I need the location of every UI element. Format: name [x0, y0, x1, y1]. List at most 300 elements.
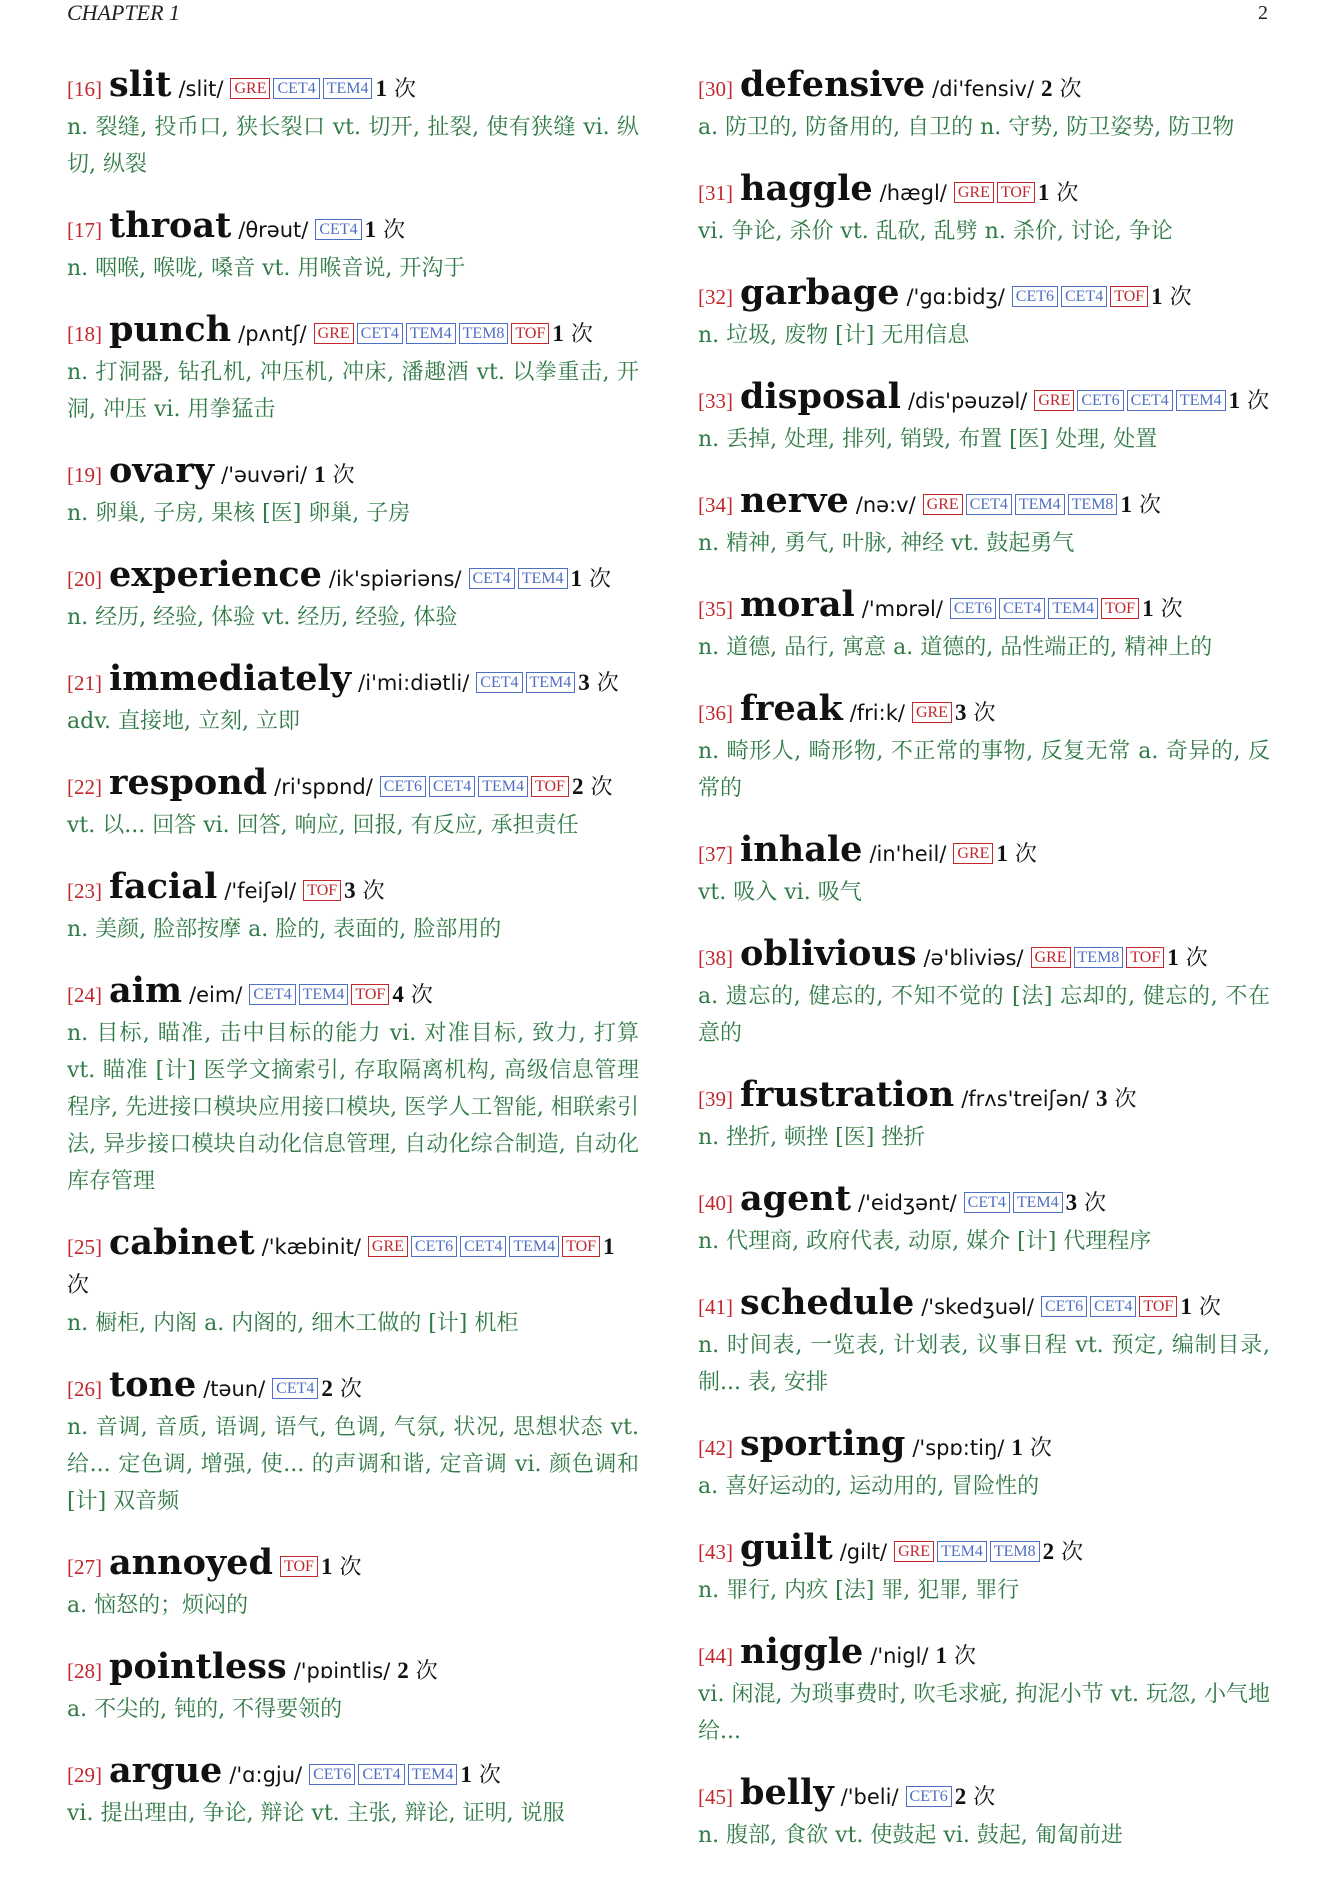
- vocab-entry: [698, 66, 1270, 146]
- exam-tag: TEM4: [478, 776, 528, 797]
- entry-number: [22]: [67, 775, 102, 799]
- exam-tag: TOF: [511, 323, 549, 344]
- definition: n. 目标, 瞄准, 击中目标的能力 vi. 对准目标, 致力, 打算 vt. 瞄准 [计] 医学文摘索引, 存取隔离机构, 高级信息管理程序, 先进接口模块应用接口模块, 医学人工智能, 相联索引法, 异步接口模块自动化信息管理, 自动化综合制造, 自动化库存管理: [67, 1021, 639, 1194]
- headword: freak: [740, 688, 843, 729]
- exam-tag: CET6: [1012, 286, 1058, 307]
- vocab-entry: [698, 482, 1270, 562]
- frequency-count: 1: [314, 462, 326, 487]
- entry-number: [21]: [67, 671, 102, 695]
- frequency-unit: 次: [67, 1273, 90, 1298]
- exam-tag: TEM8: [1074, 947, 1124, 968]
- exam-tag: GRE: [314, 323, 354, 344]
- entry-headline: [67, 66, 639, 109]
- definition: n. 经历, 经验, 体验 vt. 经历, 经验, 体验: [67, 605, 458, 630]
- entry-number: [19]: [67, 463, 102, 487]
- headword: nerve: [740, 480, 849, 521]
- exam-tag: TOF: [562, 1236, 600, 1257]
- exam-tag: CET6: [1041, 1296, 1087, 1317]
- vocab-entry: [67, 1648, 639, 1728]
- frequency-count: 2: [1042, 1539, 1055, 1564]
- phonetic: /in'heil/: [869, 842, 947, 866]
- definition: vt. 以... 回答 vi. 回答, 响应, 回报, 有反应, 承担责任: [67, 813, 579, 838]
- exam-tag: TOF: [997, 182, 1035, 203]
- frequency-unit: 次: [1247, 389, 1270, 414]
- exam-tag: TOF: [1126, 947, 1164, 968]
- exam-tag: TEM4: [408, 1764, 458, 1785]
- frequency-count: 2: [1041, 76, 1053, 101]
- frequency-count: 1: [935, 1643, 947, 1668]
- frequency-count: 1: [1151, 284, 1163, 309]
- right-column: [698, 66, 1270, 1878]
- frequency-count: 1: [1037, 180, 1050, 205]
- headword: haggle: [740, 168, 873, 209]
- exam-tag: TEM4: [1048, 598, 1098, 619]
- frequency-count: 3: [1065, 1190, 1078, 1215]
- entry-number: [16]: [67, 77, 102, 101]
- headword: cabinet: [109, 1222, 255, 1263]
- phonetic: /gilt/: [839, 1540, 888, 1564]
- entry-number: [31]: [698, 181, 733, 205]
- phonetic: /'kæbinit/: [261, 1235, 361, 1259]
- entry-number: [38]: [698, 946, 733, 970]
- headword: moral: [740, 584, 855, 625]
- entry-number: [44]: [698, 1644, 733, 1668]
- frequency-unit: 次: [339, 1377, 362, 1402]
- vocab-entry: [67, 1224, 639, 1342]
- exam-tag: GRE: [923, 494, 963, 515]
- entry-number: [42]: [698, 1436, 733, 1460]
- definition: n. 精神, 勇气, 叶脉, 神经 vt. 鼓起勇气: [698, 531, 1075, 556]
- entry-number: [18]: [67, 322, 102, 346]
- frequency-unit: 次: [393, 77, 416, 102]
- vocab-entry: [67, 868, 639, 948]
- headword: niggle: [740, 1631, 864, 1672]
- vocab-entry: [698, 586, 1270, 666]
- exam-tag: CET6: [1077, 390, 1123, 411]
- definition: n. 咽喉, 喉咙, 嗓音 vt. 用喉音说, 开沟于: [67, 256, 466, 281]
- entry-headline: [67, 1544, 639, 1587]
- vocab-entry: [67, 1752, 639, 1832]
- entry-number: [34]: [698, 493, 733, 517]
- headword: inhale: [740, 829, 863, 870]
- entry-headline: [67, 311, 639, 354]
- phonetic: /'ɑ:gju/: [229, 1763, 303, 1787]
- frequency-unit: 次: [589, 567, 612, 592]
- frequency-count: 1: [320, 1554, 333, 1579]
- entry-headline: [67, 868, 639, 911]
- vocab-entry: [67, 764, 639, 844]
- definition: n. 美颜, 脸部按摩 a. 脸的, 表面的, 脸部用的: [67, 917, 502, 942]
- exam-tag: CET4: [966, 494, 1012, 515]
- exam-tag: CET4: [1090, 1296, 1136, 1317]
- exam-tag: CET4: [358, 1764, 404, 1785]
- exam-tag: CET4: [1061, 286, 1107, 307]
- phonetic: /ik'spiəriəns/: [328, 567, 462, 591]
- definition: a. 不尖的, 钝的, 不得要领的: [67, 1697, 343, 1722]
- exam-tag: CET4: [357, 323, 403, 344]
- exam-tag: TEM4: [509, 1236, 559, 1257]
- vocab-entry: [698, 690, 1270, 807]
- entry-headline: [67, 1648, 639, 1691]
- exam-tag: TEM4: [406, 323, 456, 344]
- phonetic: /'beli/: [840, 1785, 899, 1809]
- exam-tag: CET6: [411, 1236, 457, 1257]
- frequency-unit: 次: [1185, 946, 1208, 971]
- entry-headline: [67, 556, 639, 599]
- entry-headline: [698, 690, 1270, 733]
- entry-number: [20]: [67, 567, 102, 591]
- phonetic: /frʌs'treiʃən/: [961, 1087, 1089, 1111]
- frequency-count: 2: [397, 1658, 409, 1683]
- frequency-unit: 次: [339, 1555, 362, 1580]
- left-column: [67, 66, 639, 1856]
- headword: facial: [109, 866, 218, 907]
- exam-tag: TOF: [303, 880, 341, 901]
- exam-tag: CET4: [1127, 390, 1173, 411]
- exam-tag: TOF: [531, 776, 569, 797]
- exam-tag: CET6: [906, 1786, 952, 1807]
- frequency-count: 1: [1011, 1435, 1023, 1460]
- entry-number: [17]: [67, 218, 102, 242]
- exam-tag: CET4: [429, 776, 475, 797]
- headword: throat: [109, 205, 232, 246]
- frequency-unit: 次: [1061, 1540, 1084, 1565]
- exam-tag: GRE: [894, 1541, 934, 1562]
- vocab-entry: [698, 1284, 1270, 1401]
- vocab-entry: [698, 274, 1270, 354]
- definition: n. 道德, 品行, 寓意 a. 道德的, 品性端正的, 精神上的: [698, 635, 1213, 660]
- headword: respond: [109, 762, 268, 803]
- exam-tag: TEM4: [526, 672, 576, 693]
- definition: n. 裂缝, 投币口, 狭长裂口 vt. 切开, 扯裂, 使有狭缝 vi. 纵切, 纵裂: [67, 115, 639, 177]
- exam-tag: TEM4: [937, 1541, 987, 1562]
- phonetic: /eim/: [189, 983, 243, 1007]
- exam-tag: TEM8: [1068, 494, 1118, 515]
- frequency-unit: 次: [1059, 77, 1082, 102]
- exam-tag: CET4: [999, 598, 1045, 619]
- phonetic: /dis'pəuzəl/: [907, 389, 1028, 413]
- exam-tag: TEM4: [1015, 494, 1065, 515]
- entry-headline: [67, 1366, 639, 1409]
- chapter-title: CHAPTER 1: [67, 0, 181, 25]
- frequency-unit: 次: [1029, 1436, 1052, 1461]
- headword: oblivious: [740, 933, 917, 974]
- frequency-count: 1: [570, 566, 582, 591]
- vocab-entry: [698, 1425, 1270, 1505]
- definition: vi. 闲混, 为琐事费时, 吹毛求疵, 拘泥小节 vt. 玩忽, 小气地给...: [698, 1682, 1270, 1744]
- exam-tag: TEM4: [323, 78, 373, 99]
- phonetic: /'skedʒuəl/: [921, 1295, 1034, 1319]
- definition: n. 罪行, 内疚 [法] 罪, 犯罪, 罪行: [698, 1578, 1020, 1603]
- exam-tag: GRE: [953, 843, 993, 864]
- entry-headline: [698, 378, 1270, 421]
- definition: n. 畸形人, 畸形物, 不正常的事物, 反复无常 a. 奇异的, 反常的: [698, 739, 1270, 801]
- headword: aim: [109, 970, 183, 1011]
- exam-tag: GRE: [1031, 947, 1071, 968]
- headword: experience: [109, 554, 322, 595]
- frequency-count: 4: [392, 982, 404, 1007]
- phonetic: /təun/: [203, 1377, 266, 1401]
- entry-headline: [67, 1752, 639, 1795]
- frequency-unit: 次: [954, 1644, 977, 1669]
- frequency-count: 1: [375, 76, 387, 101]
- definition: n. 时间表, 一览表, 计划表, 议事日程 vt. 预定, 编制目录, 制... 表, 安排: [698, 1333, 1270, 1395]
- vocab-entry: [67, 660, 639, 740]
- definition: n. 垃圾, 废物 [计] 无用信息: [698, 323, 970, 348]
- vocab-entry: [698, 378, 1270, 458]
- headword: disposal: [740, 376, 901, 417]
- vocab-entry: [698, 831, 1270, 911]
- entry-headline: [67, 764, 639, 807]
- exam-tag: GRE: [1034, 390, 1074, 411]
- exam-tag: CET4: [249, 984, 295, 1005]
- exam-tag: CET4: [273, 78, 319, 99]
- exam-tag: TOF: [1139, 1296, 1177, 1317]
- exam-tag: GRE: [230, 78, 270, 99]
- frequency-count: 1: [1228, 388, 1241, 413]
- headword: argue: [109, 1750, 223, 1791]
- exam-tag: CET4: [272, 1378, 318, 1399]
- frequency-unit: 次: [590, 775, 613, 800]
- entry-headline: [698, 170, 1270, 213]
- headword: defensive: [740, 64, 926, 105]
- vocab-entry: [67, 66, 639, 183]
- definition: a. 防卫的, 防备用的, 自卫的 n. 守势, 防卫姿势, 防卫物: [698, 115, 1235, 140]
- frequency-count: 1: [460, 1762, 472, 1787]
- phonetic: /'eidʒənt/: [858, 1191, 957, 1215]
- phonetic: /pʌntʃ/: [238, 322, 307, 346]
- phonetic: /'əuvəri/: [221, 463, 308, 487]
- frequency-count: 1: [1167, 945, 1179, 970]
- vocab-entry: [67, 1366, 639, 1520]
- entry-headline: [67, 452, 639, 495]
- exam-tag: CET4: [964, 1192, 1010, 1213]
- page-header: [0, 0, 1322, 40]
- phonetic: /fri:k/: [849, 701, 905, 725]
- exam-tag: TOF: [1110, 286, 1148, 307]
- frequency-count: 1: [1120, 492, 1132, 517]
- frequency-count: 3: [1095, 1086, 1108, 1111]
- frequency-count: 3: [954, 700, 967, 725]
- entry-number: [25]: [67, 1235, 102, 1259]
- entry-number: [26]: [67, 1377, 102, 1401]
- phonetic: /hægl/: [879, 181, 947, 205]
- frequency-unit: 次: [332, 463, 355, 488]
- vocab-entry: [67, 1544, 639, 1624]
- exam-tag: TEM4: [1176, 390, 1226, 411]
- exam-tag: CET4: [460, 1236, 506, 1257]
- entry-headline: [698, 1284, 1270, 1327]
- entry-headline: [698, 1529, 1270, 1572]
- definition: a. 遗忘的, 健忘的, 不知不觉的 [法] 忘却的, 健忘的, 不在意的: [698, 984, 1270, 1046]
- frequency-unit: 次: [415, 1659, 438, 1684]
- entry-number: [45]: [698, 1785, 733, 1809]
- entry-number: [37]: [698, 842, 733, 866]
- entry-number: [30]: [698, 77, 733, 101]
- entry-headline: [698, 1774, 1270, 1817]
- vocab-entry: [698, 1774, 1270, 1854]
- vocab-entry: [67, 311, 639, 428]
- definition: n. 卵巢, 子房, 果核 [医] 卵巢, 子房: [67, 501, 411, 526]
- entry-headline: [698, 66, 1270, 109]
- phonetic: /nə:v/: [855, 493, 916, 517]
- frequency-count: 2: [954, 1784, 967, 1809]
- definition: n. 代理商, 政府代表, 动原, 媒介 [计] 代理程序: [698, 1229, 1152, 1254]
- frequency-unit: 次: [973, 701, 996, 726]
- entry-headline: [698, 274, 1270, 317]
- phonetic: /θrəut/: [238, 218, 309, 242]
- vocab-entry: [67, 452, 639, 532]
- frequency-unit: 次: [1056, 181, 1079, 206]
- frequency-unit: 次: [383, 218, 406, 243]
- entry-headline: [698, 935, 1270, 978]
- exam-tag: TOF: [1101, 598, 1139, 619]
- entry-headline: [67, 1224, 639, 1305]
- definition: a. 恼怒的；烦闷的: [67, 1593, 249, 1618]
- vocab-entry: [698, 1633, 1270, 1750]
- definition: vt. 吸入 vi. 吸气: [698, 880, 862, 905]
- frequency-unit: 次: [596, 671, 619, 696]
- exam-tag: GRE: [368, 1236, 408, 1257]
- frequency-unit: 次: [1160, 597, 1183, 622]
- definition: n. 打洞器, 钻孔机, 冲压机, 冲床, 潘趣酒 vt. 以拳重击, 开洞, 冲压 vi. 用拳猛击: [67, 360, 639, 422]
- phonetic: /'gɑ:bidʒ/: [906, 285, 1005, 309]
- entry-number: [23]: [67, 879, 102, 903]
- frequency-unit: 次: [478, 1763, 501, 1788]
- frequency-count: 1: [603, 1234, 615, 1259]
- page-number: 2: [1258, 2, 1268, 24]
- entry-number: [29]: [67, 1763, 102, 1787]
- frequency-unit: 次: [570, 322, 593, 347]
- exam-tag: CET6: [380, 776, 426, 797]
- entry-headline: [698, 1180, 1270, 1223]
- headword: frustration: [740, 1074, 955, 1115]
- entry-headline: [67, 660, 639, 703]
- entry-headline: [698, 1633, 1270, 1676]
- exam-tag: CET4: [315, 219, 361, 240]
- vocab-entry: [698, 1076, 1270, 1156]
- headword: guilt: [740, 1527, 833, 1568]
- vocab-entry: [698, 1180, 1270, 1260]
- frequency-count: 1: [364, 217, 377, 242]
- headword: annoyed: [109, 1542, 273, 1583]
- entry-number: [33]: [698, 389, 733, 413]
- exam-tag: TEM4: [518, 568, 568, 589]
- frequency-count: 3: [578, 670, 590, 695]
- phonetic: /slit/: [178, 77, 224, 101]
- frequency-count: 1: [1180, 1294, 1192, 1319]
- phonetic: /i'mi:diətli/: [358, 671, 470, 695]
- headword: tone: [109, 1364, 197, 1405]
- phonetic: /'feiʃəl/: [224, 879, 297, 903]
- entry-headline: [67, 207, 639, 250]
- exam-tag: CET6: [950, 598, 996, 619]
- frequency-count: 2: [571, 774, 584, 799]
- entry-number: [40]: [698, 1191, 733, 1215]
- definition: a. 喜好运动的, 运动用的, 冒险性的: [698, 1474, 1040, 1499]
- frequency-unit: 次: [410, 983, 433, 1008]
- frequency-unit: 次: [1114, 1087, 1137, 1112]
- entry-headline: [67, 972, 639, 1015]
- exam-tag: TEM8: [459, 323, 509, 344]
- frequency-unit: 次: [973, 1785, 996, 1810]
- definition: n. 橱柜, 内阁 a. 内阁的, 细木工做的 [计] 机柜: [67, 1311, 519, 1336]
- entry-headline: [698, 831, 1270, 874]
- exam-tag: CET4: [476, 672, 522, 693]
- frequency-unit: 次: [1198, 1295, 1221, 1320]
- entry-number: [28]: [67, 1659, 102, 1683]
- vocab-entry: [698, 935, 1270, 1052]
- phonetic: /'mɒrəl/: [861, 597, 943, 621]
- vocab-entry: [67, 556, 639, 636]
- definition: n. 音调, 音质, 语调, 语气, 色调, 气氛, 状况, 思想状态 vt. 给... 定色调, 增强, 使... 的声调和谐, 定音调 vi. 颜色调和 [计] 双音频: [67, 1415, 639, 1514]
- exam-tag: CET4: [469, 568, 515, 589]
- frequency-count: 2: [321, 1376, 333, 1401]
- headword: garbage: [740, 272, 900, 313]
- exam-tag: TOF: [280, 1556, 318, 1577]
- phonetic: /ə'bliviəs/: [923, 946, 1024, 970]
- headword: ovary: [109, 450, 215, 491]
- headword: punch: [109, 309, 232, 350]
- exam-tag: CET6: [309, 1764, 355, 1785]
- frequency-unit: 次: [1169, 285, 1192, 310]
- phonetic: /di'fensiv/: [932, 77, 1035, 101]
- entry-number: [43]: [698, 1540, 733, 1564]
- entry-headline: [698, 1076, 1270, 1119]
- definition: adv. 直接地, 立刻, 立即: [67, 709, 300, 734]
- headword: slit: [109, 64, 172, 105]
- exam-tag: GRE: [954, 182, 994, 203]
- exam-tag: TEM4: [299, 984, 349, 1005]
- entry-headline: [698, 482, 1270, 525]
- exam-tag: TOF: [351, 984, 389, 1005]
- headword: schedule: [740, 1282, 915, 1323]
- vocab-entry: [67, 207, 639, 287]
- headword: agent: [740, 1178, 852, 1219]
- entry-number: [32]: [698, 285, 733, 309]
- exam-tag: TEM4: [1013, 1192, 1063, 1213]
- frequency-count: 1: [996, 841, 1008, 866]
- vocab-entry: [698, 1529, 1270, 1609]
- phonetic: /'nigl/: [870, 1644, 929, 1668]
- entry-headline: [698, 1425, 1270, 1468]
- vocab-entry: [67, 972, 639, 1200]
- definition: n. 丢掉, 处理, 排列, 销毁, 布置 [医] 处理, 处置: [698, 427, 1158, 452]
- phonetic: /ri'spɒnd/: [274, 775, 373, 799]
- headword: sporting: [740, 1423, 906, 1464]
- frequency-count: 3: [344, 878, 356, 903]
- frequency-unit: 次: [1084, 1191, 1107, 1216]
- headword: belly: [740, 1772, 834, 1813]
- definition: n. 挫折, 顿挫 [医] 挫折: [698, 1125, 926, 1150]
- frequency-count: 1: [552, 321, 564, 346]
- entry-number: [36]: [698, 701, 733, 725]
- entry-number: [35]: [698, 597, 733, 621]
- entry-headline: [698, 586, 1270, 629]
- exam-tag: TEM8: [990, 1541, 1040, 1562]
- frequency-count: 1: [1142, 596, 1154, 621]
- definition: vi. 提出理由, 争论, 辩论 vt. 主张, 辩论, 证明, 说服: [67, 1801, 565, 1826]
- frequency-unit: 次: [1014, 842, 1037, 867]
- phonetic: /'spɒ:tiŋ/: [912, 1436, 1005, 1460]
- headword: pointless: [109, 1646, 287, 1687]
- entry-number: [27]: [67, 1555, 102, 1579]
- phonetic: /'pɒintlis/: [293, 1659, 391, 1683]
- frequency-unit: 次: [362, 879, 385, 904]
- entry-number: [41]: [698, 1295, 733, 1319]
- frequency-unit: 次: [1138, 493, 1161, 518]
- entry-number: [39]: [698, 1087, 733, 1111]
